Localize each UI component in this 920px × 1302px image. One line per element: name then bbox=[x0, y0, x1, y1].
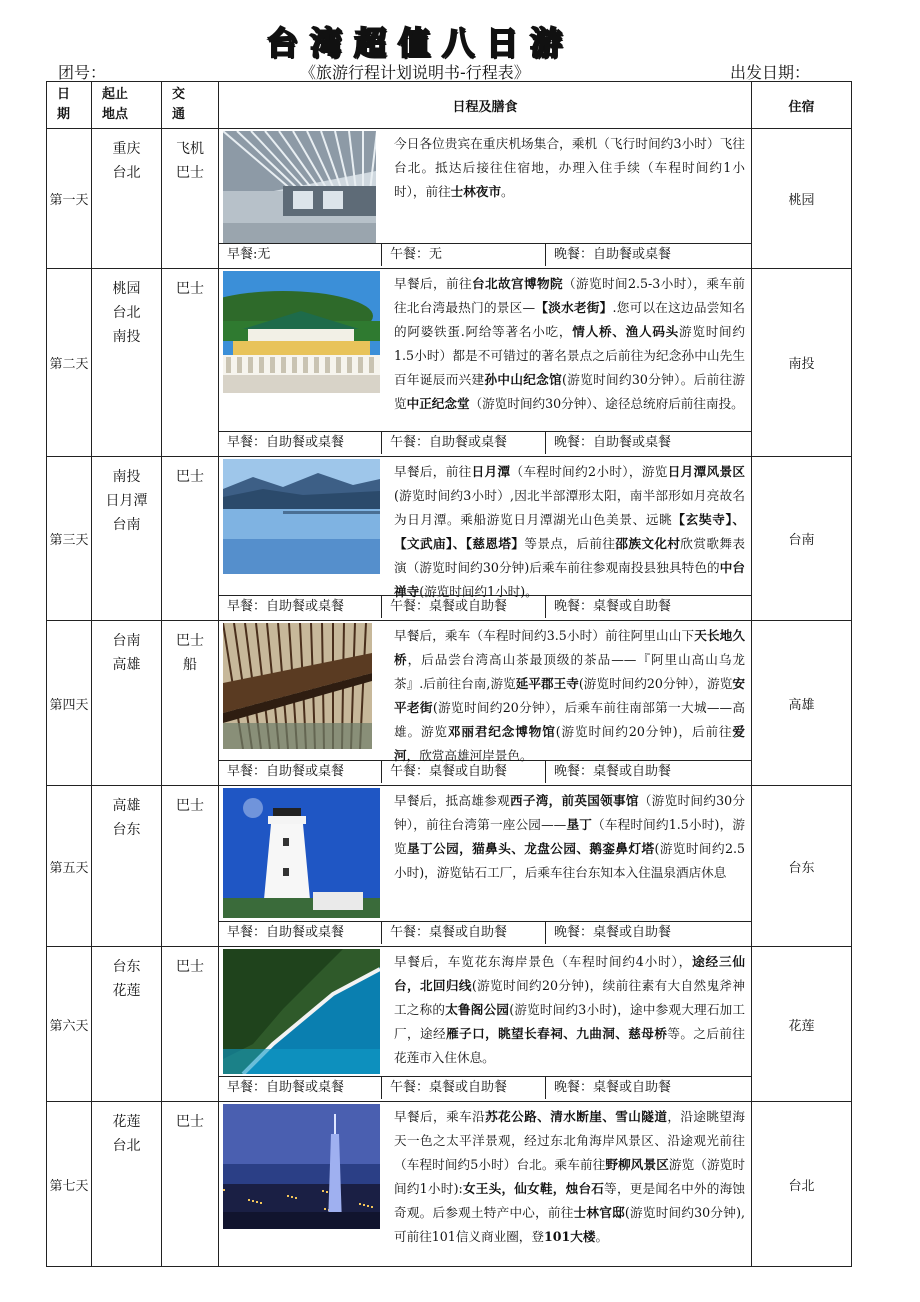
highlight-attraction: 野柳风景区 bbox=[605, 1157, 669, 1172]
route-cell bbox=[92, 457, 162, 621]
description-text: 早餐后，前往 bbox=[394, 464, 472, 479]
lighthouse-photo bbox=[223, 788, 380, 921]
day-description bbox=[384, 269, 751, 431]
hotel-cell: 台北 bbox=[752, 1102, 852, 1267]
transport-cell bbox=[162, 621, 219, 786]
itinerary-day-row bbox=[47, 1102, 852, 1267]
coastal-cliff-photo bbox=[223, 949, 380, 1076]
route-column-header: 起止 地点 bbox=[92, 82, 162, 129]
description-text: 等景点，后前往 bbox=[524, 536, 616, 551]
meals-row bbox=[219, 595, 751, 618]
day-label: 第三天 bbox=[47, 457, 92, 621]
description-text: 。 bbox=[595, 1229, 609, 1244]
description-text: 早餐后，乘车（车程时间约3.5小时）前往阿里山山下 bbox=[394, 628, 695, 643]
day-label: 第二天 bbox=[47, 269, 92, 457]
description-text: (游览时间约20分钟），游览 bbox=[578, 676, 733, 691]
lunch-info: 午餐：桌餐或自助餐 bbox=[382, 922, 546, 944]
day-label: 第七天 bbox=[47, 1102, 92, 1267]
dinner-info: 晚餐：桌餐或自助餐 bbox=[554, 764, 672, 779]
highlight-attraction: 邓丽君纪念博物馆 bbox=[447, 724, 556, 739]
highlight-attraction: 日月潭 bbox=[471, 464, 511, 479]
transport-cell bbox=[162, 947, 219, 1102]
itinerary-day-row bbox=[47, 457, 852, 621]
highlight-attraction: 士林官邸 bbox=[573, 1205, 625, 1220]
description-text: 等。之后前往花莲市入住休息。 bbox=[394, 1026, 745, 1065]
dinner-info: 晚餐：桌餐或自助餐 bbox=[554, 599, 672, 614]
route-stop: 日月潭 bbox=[105, 493, 148, 509]
route-stop: 南投 bbox=[112, 469, 141, 485]
description-text: (游览时间约2.5小时)，游览钻石工厂，后乘车往台东知本入住温泉酒店休息 bbox=[394, 841, 745, 880]
meals-row bbox=[219, 243, 751, 266]
hotel-cell: 台东 bbox=[752, 786, 852, 947]
description-text: (游览时间约3小时)，途中参观大理石加工厂，途经 bbox=[394, 1002, 746, 1041]
highlight-attraction: 101大楼 bbox=[543, 1229, 596, 1244]
route-cell bbox=[92, 947, 162, 1102]
highlight-attraction: 【玄奘寺】、【文武庙】、【慈恩塔】 bbox=[394, 512, 746, 551]
meals-row bbox=[219, 921, 751, 944]
description-text: (游览时间约20分钟)，续前往素有大自然鬼斧神工之称的 bbox=[394, 978, 746, 1017]
description-text: 。 bbox=[501, 184, 514, 199]
route-cell bbox=[92, 269, 162, 457]
route-stop: 台南 bbox=[112, 633, 141, 649]
dinner-info: 晚餐：桌餐或自助餐 bbox=[554, 1080, 672, 1095]
highlight-attraction: 苏花公路、清水断崖、雪山隧道 bbox=[485, 1109, 668, 1124]
description-text: 早餐后，车览花东海岸景色（车程时间约4小时）， bbox=[394, 954, 693, 969]
highlight-attraction: 邵族文化村 bbox=[615, 536, 681, 551]
route-stop: 台南 bbox=[112, 517, 141, 533]
description-text: (游览时间约20分钟），后乘车前往南部第一大城——高雄。游览 bbox=[394, 700, 745, 739]
transport-mode: 船 bbox=[183, 657, 197, 673]
palace-museum-photo bbox=[223, 271, 380, 431]
highlight-attraction: 爱河 bbox=[394, 724, 746, 763]
route-stop: 台北 bbox=[112, 305, 141, 321]
highlight-attraction: 天长地久桥 bbox=[394, 628, 746, 667]
description-text: （游览时间2.5-3小时），乘车前往北台湾最热门的景区— bbox=[394, 276, 745, 315]
description-text: ，沿途眺望海天一色之太平洋景观，经过东北角海岸风景区、沿途观光前往（车程时间约5小时）台北。乘车前往 bbox=[394, 1109, 745, 1172]
route-stop: 花莲 bbox=[112, 1114, 141, 1130]
day-description bbox=[384, 621, 751, 763]
highlight-attraction: 【淡水老街】 bbox=[535, 300, 613, 315]
highlight-attraction: 途经三仙台，北回归线 bbox=[394, 954, 746, 993]
breakfast-info: 早餐：自助餐或桌餐 bbox=[219, 922, 382, 944]
itinerary-table bbox=[46, 81, 852, 1267]
highlight-attraction: 中台禅寺 bbox=[394, 560, 745, 599]
day-description bbox=[384, 947, 751, 1076]
route-stop: 南投 bbox=[112, 329, 141, 345]
highlight-attraction: 台北故宫博物院 bbox=[472, 276, 563, 291]
transport-mode: 巴士 bbox=[176, 633, 204, 649]
itinerary-cell bbox=[219, 786, 752, 947]
day-label: 第四天 bbox=[47, 621, 92, 786]
description-text: (游览时间约1小时)。 bbox=[419, 584, 538, 599]
transport-mode: 飞机 bbox=[176, 141, 204, 157]
day-label: 第五天 bbox=[47, 786, 92, 947]
itinerary-day-row bbox=[47, 947, 852, 1102]
description-text: 早餐后，乘车沿 bbox=[394, 1109, 486, 1124]
transport-cell bbox=[162, 269, 219, 457]
description-text: .您可以在这边品尝知名的阿婆铁蛋.阿给等著名小吃， bbox=[394, 300, 746, 339]
route-cell bbox=[92, 621, 162, 786]
highlight-attraction: 孙中山纪念馆 bbox=[484, 372, 563, 387]
transport-mode: 巴士 bbox=[176, 959, 204, 975]
description-text: ，后品尝台湾高山茶最顶级的茶品——『阿里山高山乌龙茶』.后前往台南,游览 bbox=[394, 652, 746, 691]
day-label: 第六天 bbox=[47, 947, 92, 1102]
route-stop: 台北 bbox=[112, 1138, 141, 1154]
day-description bbox=[384, 1102, 751, 1262]
route-stop: 高雄 bbox=[112, 798, 141, 814]
transport-mode: 巴士 bbox=[176, 1114, 204, 1130]
hotel-cell: 桃园 bbox=[752, 129, 852, 269]
lunch-info: 午餐：桌餐或自助餐 bbox=[382, 1077, 546, 1099]
day-description bbox=[384, 129, 751, 243]
transport-mode: 巴士 bbox=[176, 281, 204, 297]
description-text: (游览时间约30分钟),可前往101信义商业圈，登 bbox=[394, 1205, 746, 1244]
highlight-attraction: 雁子口，眺望长春祠、九曲洞、慈母桥 bbox=[446, 1026, 668, 1041]
description-text: (游览时间约30分钟）。后前往游览 bbox=[394, 372, 746, 411]
transport-cell bbox=[162, 129, 219, 269]
route-stop: 桃园 bbox=[112, 281, 141, 297]
sun-moon-lake-photo bbox=[223, 459, 380, 595]
description-text: （游览时间约30分钟）、途径总统府后前往南投。 bbox=[469, 396, 744, 411]
description-text: 今日各位贵宾在重庆机场集合，乘机（飞行时间约3小时）飞往台北。抵达后接往住宿地，办理入住手续（车程时间约1小时），前往 bbox=[394, 136, 745, 199]
breakfast-info: 早餐：自助餐或桌餐 bbox=[219, 432, 382, 454]
document-subtitle: 《旅游行程计划说明书-行程表》 bbox=[300, 63, 530, 82]
taipei-101-night-photo bbox=[223, 1104, 380, 1262]
description-text: （车程时间约2小时），游览 bbox=[510, 464, 668, 479]
transport-mode: 巴士 bbox=[176, 798, 204, 814]
dinner-info: 晚餐：自助餐或桌餐 bbox=[554, 247, 672, 262]
lunch-info: 午餐：桌餐或自助餐 bbox=[382, 761, 546, 783]
departure-date-label: 出发日期： bbox=[730, 63, 811, 82]
breakfast-info: 早餐：自助餐或桌餐 bbox=[219, 1077, 382, 1099]
route-cell bbox=[92, 129, 162, 269]
itinerary-column-header: 日程及膳食 bbox=[219, 82, 752, 129]
day-description bbox=[384, 786, 751, 921]
description-text: ，欣赏高雄河岸景色。 bbox=[406, 748, 533, 763]
itinerary-day-row bbox=[47, 129, 852, 269]
day-column-header: 日 期 bbox=[47, 82, 92, 129]
description-text: (游览时间约3小时）,因北半部潭形太阳，南半部形如月亮故名为日月潭。乘船游览日月潭湖光山色美景、远眺 bbox=[394, 488, 745, 527]
highlight-attraction: 西子湾，前英国领事馆 bbox=[509, 793, 639, 808]
description-text: 游览（游览时间约1小时): bbox=[394, 1157, 745, 1196]
itinerary-cell bbox=[219, 1102, 752, 1267]
day-description bbox=[384, 457, 751, 599]
lunch-info: 午餐：自助餐或桌餐 bbox=[382, 432, 546, 454]
airport-terminal-photo bbox=[223, 131, 380, 243]
highlight-attraction: 女王头，仙女鞋，烛台石 bbox=[462, 1181, 605, 1196]
group-number-label: 团号： bbox=[58, 63, 107, 82]
meals-row bbox=[219, 1076, 751, 1099]
hotel-cell: 南投 bbox=[752, 269, 852, 457]
highlight-attraction: 情人桥、渔人码头 bbox=[572, 324, 680, 339]
description-text: （车程时间约1.5小时)，游览 bbox=[394, 817, 746, 856]
description-text: （游览时间约30分钟），前往台湾第一座公园—— bbox=[394, 793, 746, 832]
description-text: 欣赏歌舞表演（游览时间约30分钟)后乘车前往参观南投县独具特色的 bbox=[394, 536, 745, 575]
highlight-attraction: 垦丁公园，猫鼻头、龙盘公园、鹅銮鼻灯塔 bbox=[407, 841, 655, 856]
highlight-attraction: 延平郡王寺 bbox=[515, 676, 579, 691]
route-stop: 台北 bbox=[112, 165, 141, 181]
day-label: 第一天 bbox=[47, 129, 92, 269]
highlight-attraction: 太鲁阁公园 bbox=[445, 1002, 510, 1017]
itinerary-cell bbox=[219, 947, 752, 1102]
itinerary-cell bbox=[219, 269, 752, 457]
highlight-attraction: 中正纪念堂 bbox=[406, 396, 470, 411]
description-text: (游览时间约20分钟)，后前往 bbox=[555, 724, 733, 739]
hotel-column-header: 住宿 bbox=[752, 82, 852, 129]
description-text: 等，更是闻名中外的海蚀奇观。后参观土特产中心，前往 bbox=[394, 1181, 746, 1220]
hotel-cell: 花莲 bbox=[752, 947, 852, 1102]
dinner-info: 晚餐：桌餐或自助餐 bbox=[554, 925, 672, 940]
route-stop: 台东 bbox=[112, 822, 141, 838]
transport-mode: 巴士 bbox=[176, 165, 204, 181]
itinerary-day-row bbox=[47, 269, 852, 457]
route-cell bbox=[92, 1102, 162, 1267]
transport-cell bbox=[162, 786, 219, 947]
highlight-attraction: 安平老街 bbox=[394, 676, 745, 715]
description-text: 游览时间约1.5小时）都是不可错过的著名景点之后前往为纪念孙中山先生百年诞辰而兴建 bbox=[394, 324, 745, 387]
route-cell bbox=[92, 786, 162, 947]
highlight-attraction: 垦丁 bbox=[566, 817, 593, 832]
transport-column-header: 交 通 bbox=[162, 82, 219, 129]
breakfast-info: 早餐:无 bbox=[219, 244, 382, 266]
highlight-attraction: 日月潭风景区 bbox=[667, 464, 746, 479]
route-stop: 重庆 bbox=[112, 141, 141, 157]
route-stop: 花莲 bbox=[112, 983, 141, 999]
page-title: 台湾超值八日游 bbox=[265, 24, 574, 62]
breakfast-info: 早餐：自助餐或桌餐 bbox=[219, 761, 382, 783]
transport-mode: 巴士 bbox=[176, 469, 204, 485]
itinerary-day-row bbox=[47, 621, 852, 786]
lunch-info: 午餐：桌餐或自助餐 bbox=[382, 596, 546, 618]
hotel-cell: 台南 bbox=[752, 457, 852, 621]
itinerary-day-row bbox=[47, 786, 852, 947]
suspension-bridge-photo bbox=[223, 623, 380, 760]
dinner-info: 晚餐：自助餐或桌餐 bbox=[554, 435, 672, 450]
table-header-row bbox=[47, 82, 852, 129]
transport-cell bbox=[162, 457, 219, 621]
route-stop: 高雄 bbox=[112, 657, 141, 673]
route-stop: 台东 bbox=[112, 959, 141, 975]
lunch-info: 午餐：无 bbox=[382, 244, 546, 266]
itinerary-cell bbox=[219, 129, 752, 269]
meals-row bbox=[219, 760, 751, 783]
highlight-attraction: 士林夜市 bbox=[450, 184, 502, 199]
description-text: 早餐后，抵高雄参观 bbox=[394, 793, 510, 808]
breakfast-info: 早餐：自助餐或桌餐 bbox=[219, 596, 382, 618]
transport-cell bbox=[162, 1102, 219, 1267]
description-text: 早餐后，前往 bbox=[394, 276, 472, 291]
hotel-cell: 高雄 bbox=[752, 621, 852, 786]
itinerary-cell bbox=[219, 457, 752, 621]
itinerary-cell bbox=[219, 621, 752, 786]
meals-row bbox=[219, 431, 751, 454]
